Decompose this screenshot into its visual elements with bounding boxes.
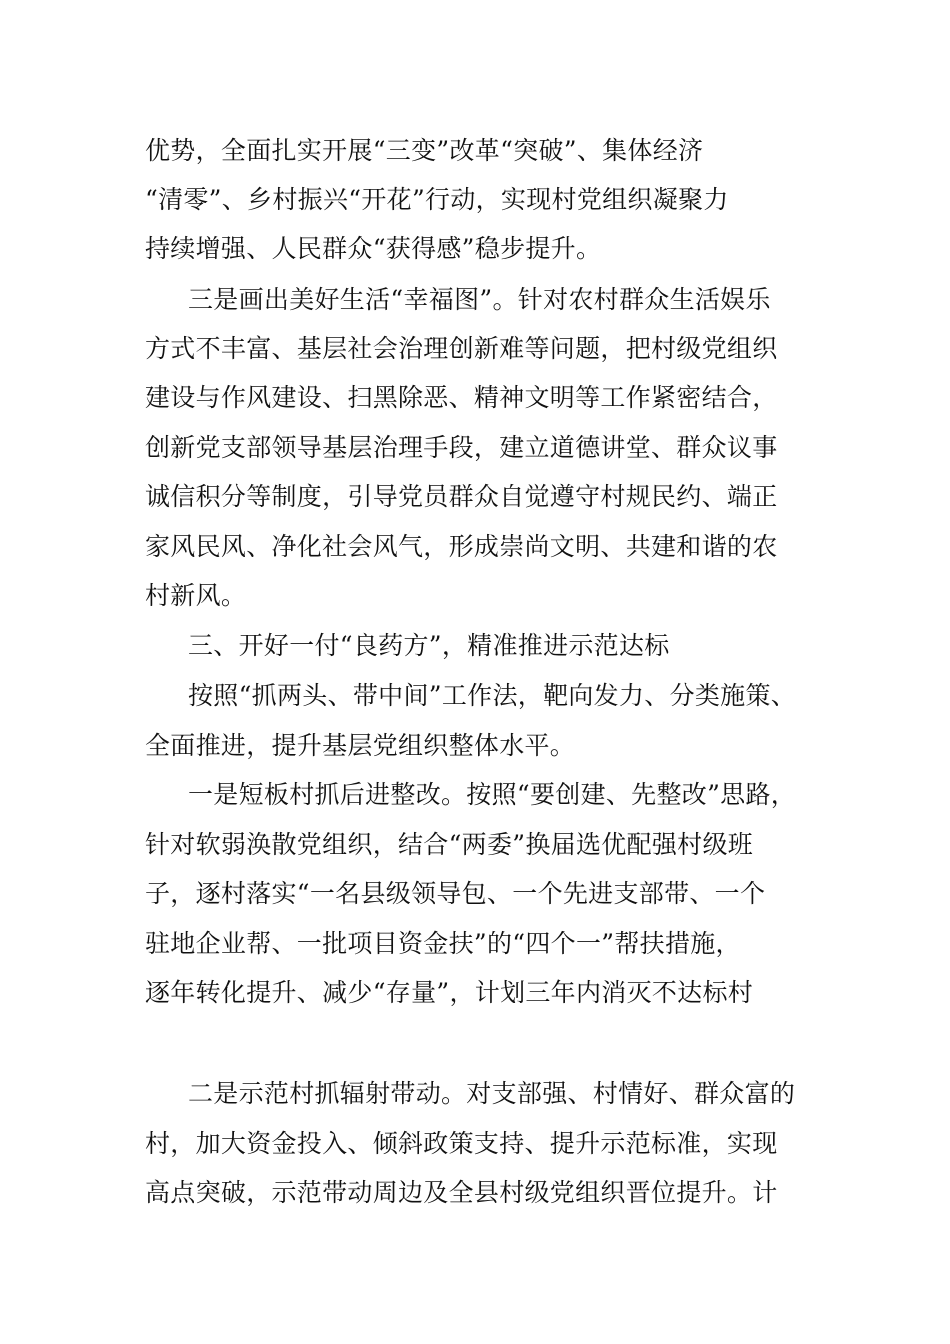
- text-line: 诚信积分等制度，引导党员群众自觉遵守村规民约、端正: [145, 482, 778, 511]
- text-line: 方式不丰富、基层社会治理创新难等问题，把村级党组织: [145, 334, 778, 363]
- text-line: 二是示范村抓辐射带动。对支部强、村情好、群众富的: [188, 1079, 796, 1108]
- text-line: 家风民风、净化社会风气，形成崇尚文明、共建和谐的农: [145, 532, 778, 561]
- text-line: 优势，全面扎实开展“三变”改革“突破”、集体经济: [145, 136, 704, 165]
- text-line: 针对软弱涣散党组织，结合“两委”换届选优配强村级班: [145, 830, 754, 859]
- text-line: 创新党支部领导基层治理手段，建立道德讲堂、群众议事: [145, 433, 778, 462]
- text-line: 持续增强、人民群众“获得感”稳步提升。: [145, 234, 602, 263]
- text-line: “清零”、乡村振兴“开花”行动，实现村党组织凝聚力: [145, 185, 729, 214]
- text-line: 村，加大资金投入、倾斜政策支持、提升示范标准，实现: [145, 1129, 778, 1158]
- text-line: 全面推进，提升基层党组织整体水平。: [145, 731, 576, 760]
- text-line: 一是短板村抓后进整改。按照“要创建、先整改”思路，: [188, 780, 797, 809]
- text-line: 驻地企业帮、一批项目资金扶”的“四个一”帮扶措施，: [145, 929, 741, 958]
- text-line: 建设与作风建设、扫黑除恶、精神文明等工作紧密结合，: [145, 383, 778, 412]
- text-line: 子，逐村落实“一名县级领导包、一个先进支部带、一个: [145, 879, 766, 908]
- text-line: 按照“抓两头、带中间”工作法，靶向发力、分类施策、: [188, 681, 797, 710]
- section-heading: 三、开好一付“良药方”，精准推进示范达标: [188, 631, 670, 660]
- text-line: 三是画出美好生活“幸福图”。针对农村群众生活娱乐: [188, 285, 771, 314]
- text-line: 高点突破，示范带动周边及全县村级党组织晋位提升。计: [145, 1178, 778, 1207]
- text-line: 逐年转化提升、减少“存量”，计划三年内消灭不达标村: [145, 978, 754, 1007]
- text-line: 村新风。: [145, 581, 247, 610]
